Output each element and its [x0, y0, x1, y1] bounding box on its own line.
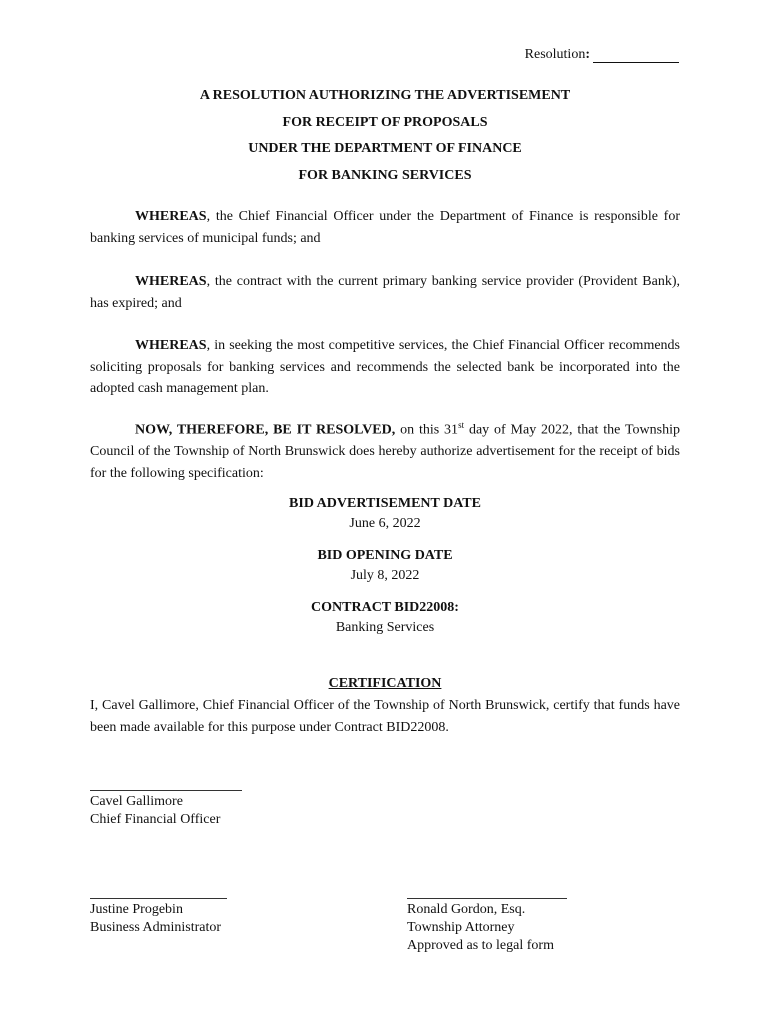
title-line-1: A RESOLUTION AUTHORIZING THE ADVERTISEMENT — [199, 88, 571, 103]
signature-line — [90, 790, 242, 791]
bid-advertisement-date: June 6, 2022 — [349, 516, 421, 531]
cfo-title: Chief Financial Officer — [90, 812, 221, 827]
resolution-blank — [593, 48, 679, 63]
contract-block — [90, 598, 680, 638]
whereas-text: , in seeking the most competitive services, the Chief Financial Officer recommends soliciting proposals for banking services and recommends the selected bank be incorporated into the adopted cash management plan. — [90, 338, 680, 396]
administrator-name: Justine Progebin — [90, 902, 183, 917]
whereas-text: , the contract with the current primary banking service provider (Provident Bank), has expired; and — [90, 274, 680, 311]
whereas-text: , the Chief Financial Officer under the Department of Finance is responsible for banking services of municipal funds; and — [90, 209, 680, 246]
whereas-paragraph-2 — [90, 271, 680, 314]
signature-line — [407, 898, 567, 899]
attorney-title: Township Attorney — [407, 920, 515, 935]
whereas-lead: WHEREAS — [135, 209, 207, 224]
cfo-signature-block — [90, 790, 242, 829]
document-title — [90, 83, 680, 189]
contract-heading: CONTRACT BID22008: — [311, 600, 459, 615]
administrator-title: Business Administrator — [90, 920, 222, 935]
whereas-lead: WHEREAS — [135, 338, 207, 353]
certification-heading: CERTIFICATION — [328, 676, 442, 691]
resolved-paragraph — [90, 415, 680, 484]
whereas-paragraph-3 — [90, 335, 680, 400]
bid-opening-block — [90, 546, 680, 586]
certification-paragraph: I, Cavel Gallimore, Chief Financial Officer of the Township of North Brunswick, certify that funds have been made available for this purpose under Contract BID22008. — [90, 698, 680, 735]
bid-advertisement-block — [90, 494, 680, 534]
contract-description: Banking Services — [335, 620, 435, 635]
title-line-3: UNDER THE DEPARTMENT OF FINANCE — [248, 141, 522, 156]
resolution-number-line — [525, 47, 679, 63]
title-line-4: FOR BANKING SERVICES — [298, 167, 472, 183]
resolution-label: Resolution — [524, 47, 586, 62]
title-line-2: FOR RECEIPT OF PROPOSALS — [282, 114, 488, 130]
signature-line — [90, 898, 227, 899]
attorney-signature-block — [407, 898, 567, 955]
resolved-text-after: day of May 2022, that the Township Council of the Township of North Brunswick does hereby authorize advertisement for the receipt of bids for the following specification: — [90, 422, 680, 481]
whereas-paragraph-1 — [90, 206, 680, 249]
administrator-signature-block — [90, 898, 227, 937]
bid-opening-heading: BID OPENING DATE — [317, 548, 453, 563]
bid-opening-date: July 8, 2022 — [350, 568, 420, 583]
cfo-name: Cavel Gallimore — [90, 794, 183, 809]
resolved-text-before: on this 31 — [395, 422, 459, 438]
resolved-lead: NOW, THEREFORE, BE IT RESOLVED, — [135, 422, 396, 438]
whereas-lead: WHEREAS — [135, 274, 207, 289]
bid-advertisement-heading: BID ADVERTISEMENT DATE — [289, 496, 481, 511]
resolution-colon: : — [585, 47, 590, 62]
resolved-superscript: st — [458, 420, 465, 430]
attorney-name: Ronald Gordon, Esq. — [407, 902, 526, 917]
attorney-approval-note: Approved as to legal form — [407, 938, 554, 953]
